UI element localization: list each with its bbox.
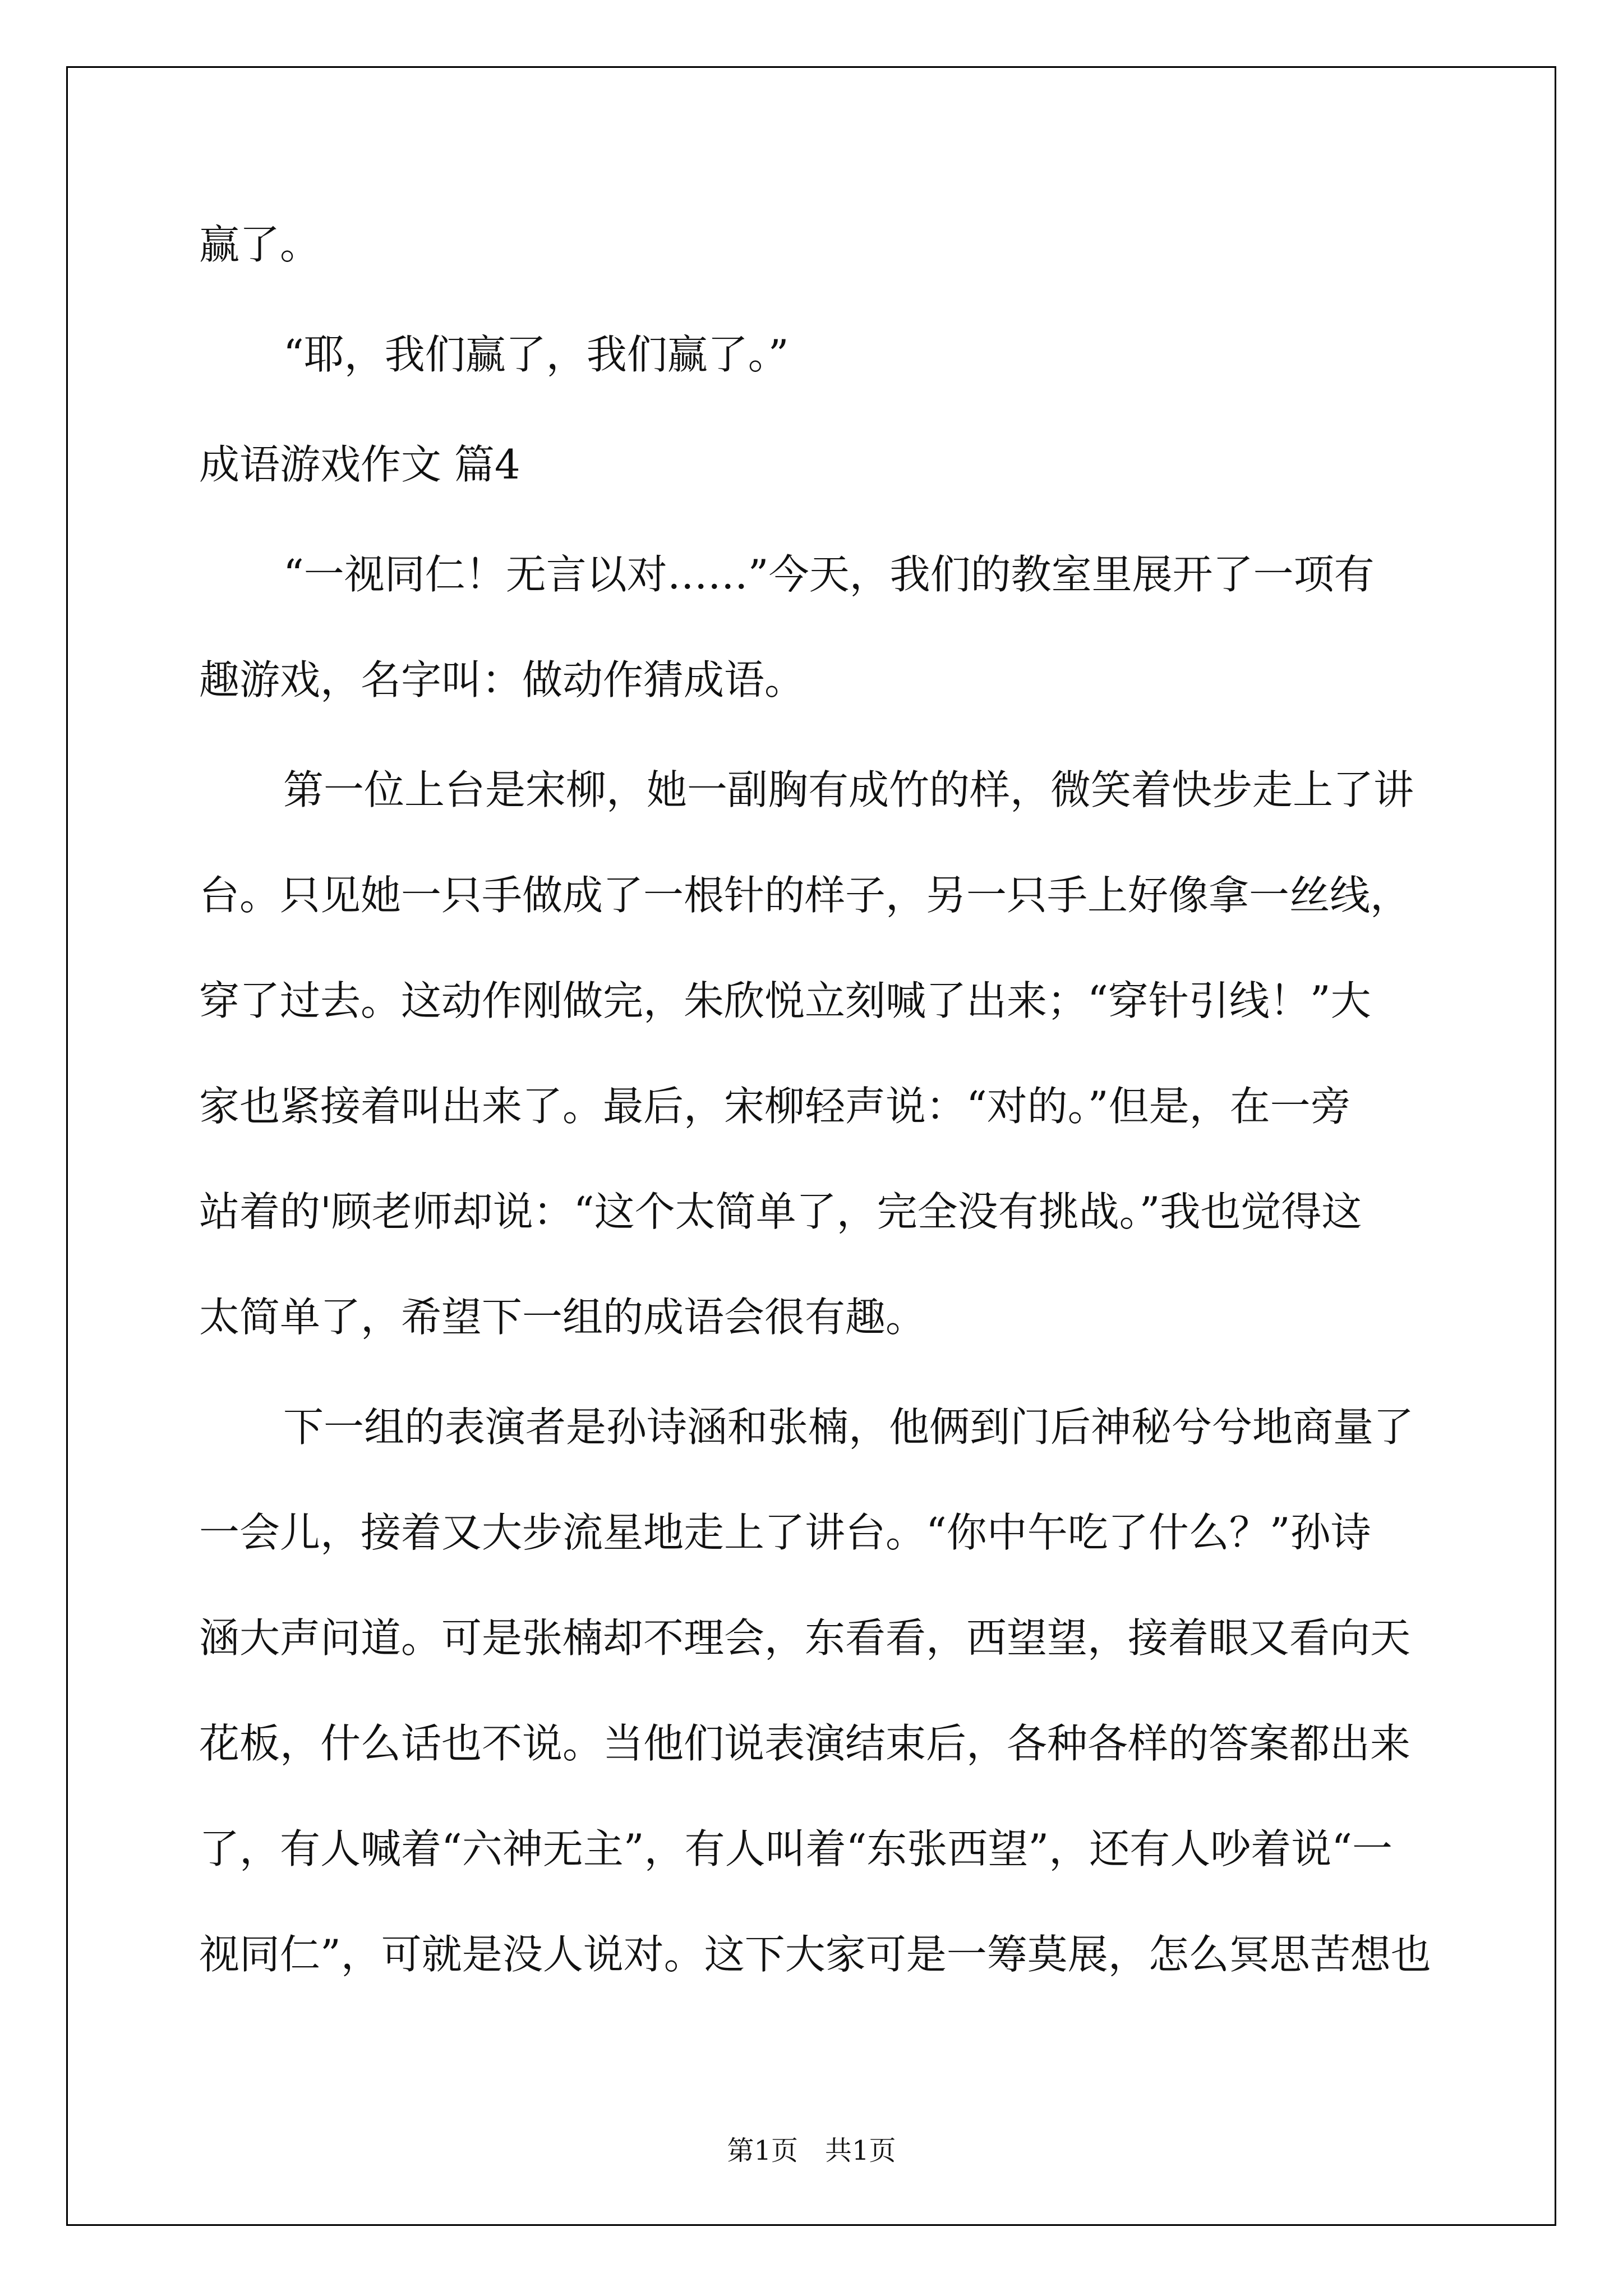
text-line: 站着的'顾老师却说：“这个太简单了，完全没有挑战。”我也觉得这 (199, 1188, 1362, 1235)
page-footer: 第1页 共1页 (727, 2135, 896, 2166)
text-line: “一视同仁！无言以对……”今天，我们的教室里展开了一项有 (283, 551, 1375, 598)
text-line: 花板，什么话也不说。当他们说表演结束后，各种各样的答案都出来 (199, 1720, 1411, 1767)
text-line: 涵大声问道。可是张楠却不理会，东看看，西望望，接着眼又看向天 (199, 1614, 1411, 1662)
section-heading: 成语游戏作文 篇4 (199, 441, 520, 488)
page-border (66, 66, 1556, 2226)
text-line: 太简单了，希望下一组的成语会很有趣。 (199, 1294, 926, 1341)
text-line: 了，有人喊着“六神无主”，有人叫着“东张西望”，还有人吵着说“一 (199, 1825, 1393, 1872)
text-line: 第一位上台是宋柳，她一副胸有成竹的样，微笑着快步走上了讲 (283, 766, 1414, 813)
text-line: 家也紧接着叫出来了。最后，宋柳轻声说：“对的。”但是，在一旁 (199, 1083, 1351, 1130)
text-line: 下一组的表演者是孙诗涵和张楠，他俩到门后神秘兮兮地商量了 (283, 1404, 1414, 1451)
text-line: 视同仁”，可就是没人说对。这下大家可是一筹莫展，怎么冥思苦想也 (199, 1931, 1431, 1978)
text-line: 台。只见她一只手做成了一根针的样子，另一只手上好像拿一丝线， (199, 872, 1411, 919)
text-line: 赢了。 (199, 221, 321, 268)
text-line: 穿了过去。这动作刚做完，朱欣悦立刻喊了出来；“穿针引线！”大 (199, 977, 1371, 1024)
text-line: 一会儿，接着又大步流星地走上了讲台。“你中午吃了什么？”孙诗 (199, 1509, 1371, 1556)
text-line: 趣游戏，名字叫：做动作猜成语。 (199, 656, 805, 703)
text-line: “耶，我们赢了，我们赢了。” (283, 331, 789, 378)
